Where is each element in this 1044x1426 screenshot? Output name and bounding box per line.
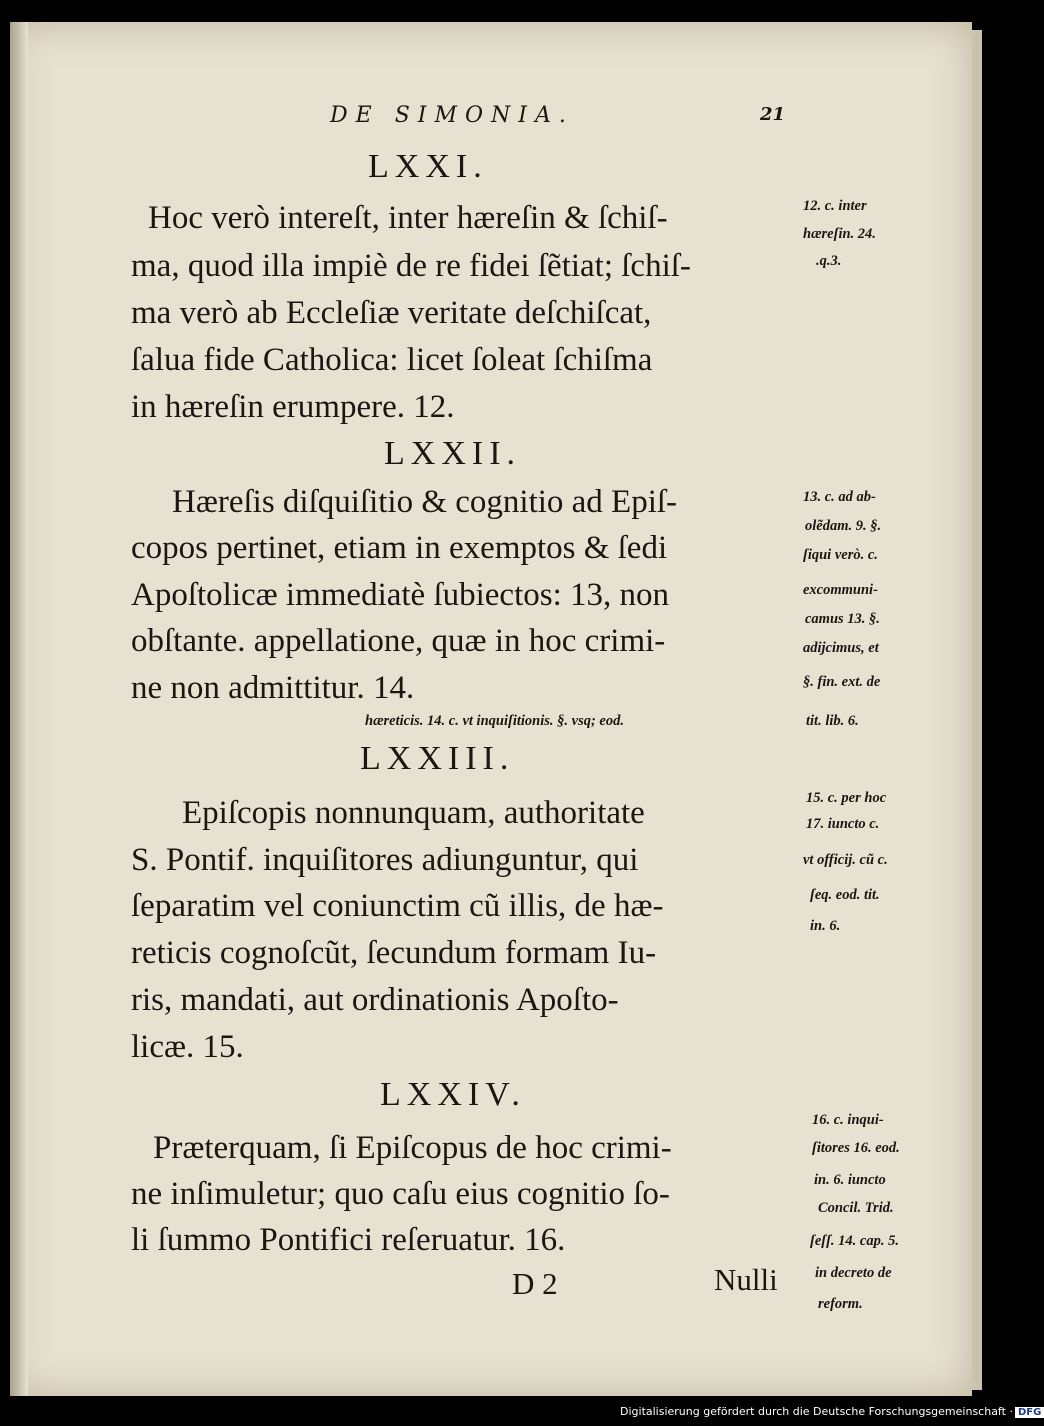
marginal-note-12: .q.3. — [816, 253, 842, 269]
catchword: Nulli — [714, 1262, 778, 1297]
marginal-note-16: 16. c. inqui- — [812, 1112, 884, 1128]
text-line: reticis cognoſcũt, ſecundum formam Iu- — [131, 935, 657, 971]
section-number: LXXII. — [384, 435, 522, 472]
text-line: copos pertinet, etiam in exemptos & ſedi — [131, 530, 668, 566]
folio-number: 21 — [760, 104, 786, 125]
text-line: Epiſcopis nonnunquam, authoritate — [182, 795, 645, 831]
marginal-note-15: 15. c. per hoc — [806, 790, 887, 806]
section-number: LXXIV. — [380, 1076, 526, 1113]
marginal-note-13: 13. c. ad ab- — [803, 489, 876, 505]
marginal-note-16: ſitores 16. eod. — [812, 1140, 900, 1156]
marginal-note-16: ſeſſ. 14. cap. 5. — [810, 1233, 899, 1249]
signature-mark: D 2 — [512, 1266, 558, 1301]
text-line: Apoſtolicæ immediatè ſubiectos: 13, non — [131, 577, 670, 613]
dfg-logo: · DFG — [1009, 1405, 1044, 1418]
section-number: LXXIII. — [360, 740, 515, 777]
marginal-note-13: tit. lib. 6. — [806, 713, 859, 729]
text-line: ſeparatim vel coniunctim cũ illis, de hæ- — [131, 888, 664, 924]
text-line: ſalua fide Catholica: licet ſoleat ſchiſma — [131, 342, 653, 378]
text-line: Hæreſis diſquiſitio & cognitio ad Epiſ- — [172, 484, 678, 520]
credit-text: Digitalisierung gefördert durch die Deutsche Forschungsgemeinschaft — [620, 1405, 1006, 1418]
text-line: li ſummo Pontifici reſeruatur. 16. — [131, 1222, 566, 1258]
text-line: ma verò ab Eccleſiæ veritate deſchiſcat, — [131, 295, 652, 331]
marginal-note-15: ſeq. eod. tit. — [810, 887, 880, 903]
marginal-note-12: 12. c. inter — [803, 198, 867, 214]
text-line: Præterquam, ſi Epiſcopus de hoc crimi- — [153, 1130, 672, 1166]
text-line: Hoc verò intereſt, inter hæreſin & ſchiſ- — [148, 200, 668, 236]
marginal-note-16: in. 6. iuncto — [814, 1172, 886, 1188]
marginal-note-14: hæreticis. 14. c. vt inquiſitionis. §. vsq; eod. — [365, 713, 624, 729]
marginal-note-13: ſiqui verò. c. — [803, 547, 878, 563]
text-line: S. Pontif. inquiſitores adiunguntur, qui — [131, 842, 639, 878]
marginal-note-13: camus 13. §. — [805, 611, 880, 627]
marginal-note-13: adijcimus, et — [803, 640, 879, 656]
marginal-note-13: §. fin. ext. de — [803, 674, 881, 690]
marginal-note-13: olẽdam. 9. §. — [805, 518, 882, 534]
marginal-note-13: excommuni- — [803, 582, 878, 598]
marginal-note-15: vt officij. cũ c. — [803, 852, 888, 868]
running-title: DE SIMONIA. — [330, 103, 574, 128]
page-edge — [972, 30, 982, 1390]
text-line: ris, mandati, aut ordinationis Apoſto- — [131, 982, 619, 1018]
section-number: LXXI. — [368, 148, 488, 185]
digitization-credit — [620, 1405, 1042, 1423]
marginal-note-15: in. 6. — [810, 918, 841, 934]
marginal-note-12: hæreſin. 24. — [803, 226, 876, 242]
marginal-note-16: reform. — [818, 1296, 863, 1312]
text-line: ne non admittitur. 14. — [131, 670, 415, 706]
marginal-note-16: Concil. Trid. — [818, 1200, 894, 1216]
marginal-note-15: 17. iuncto c. — [806, 816, 880, 832]
text-line: licæ. 15. — [131, 1029, 244, 1065]
text-line: obſtante. appellatione, quæ in hoc crimi- — [131, 623, 666, 659]
text-line: ne inſimuletur; quo caſu eius cognitio ſo- — [131, 1176, 670, 1212]
text-line: ma, quod illa impiè de re fidei ſẽtiat; ſchiſ- — [131, 248, 691, 284]
marginal-note-16: in decreto de — [815, 1265, 892, 1281]
text-line: in hæreſin erumpere. 12. — [131, 389, 455, 425]
